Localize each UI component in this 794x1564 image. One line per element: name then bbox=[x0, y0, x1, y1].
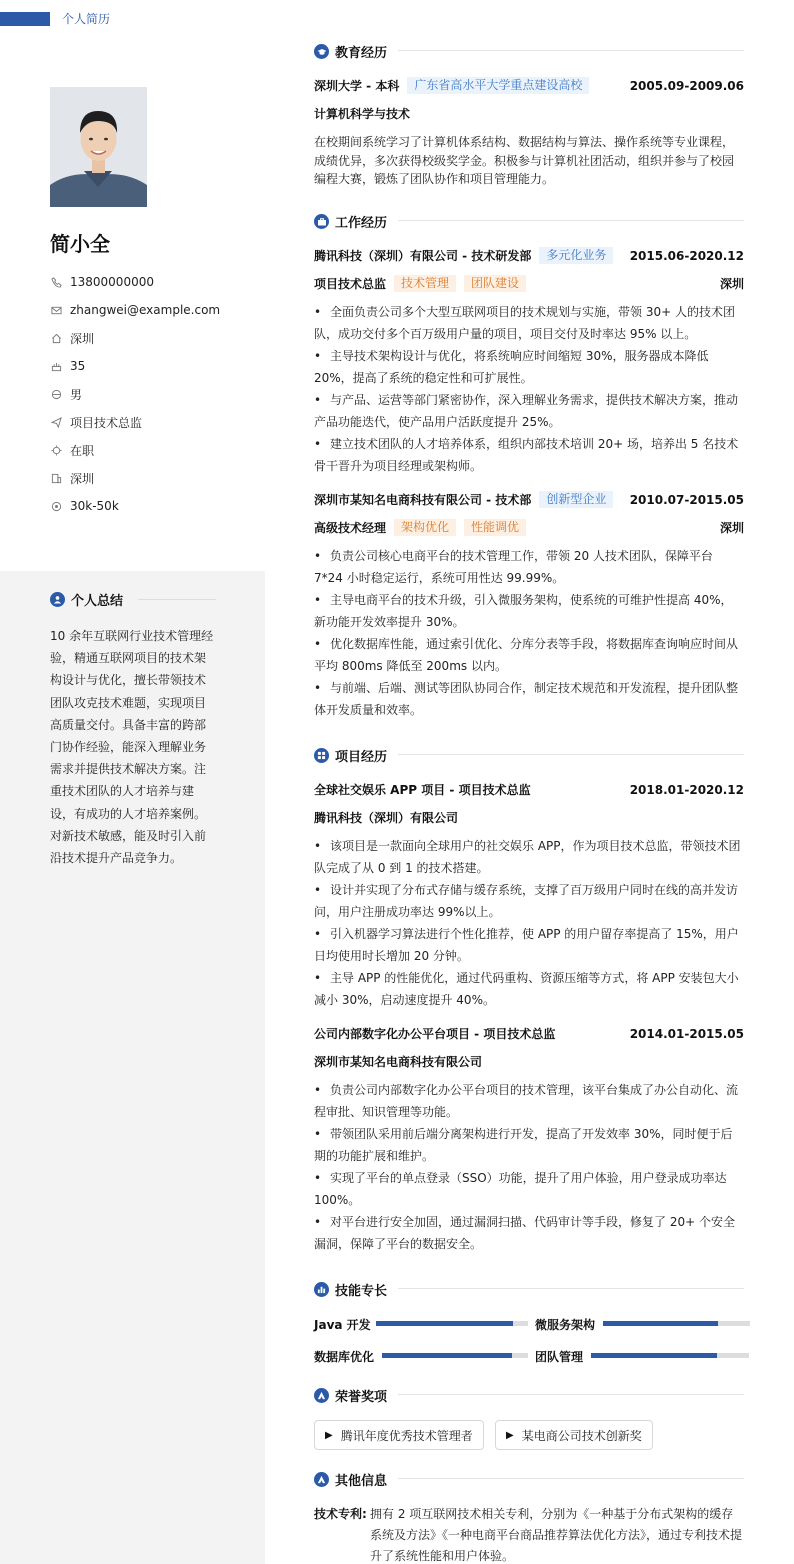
info-icon bbox=[314, 1472, 329, 1487]
job-company-tag: 多元化业务 bbox=[539, 247, 613, 264]
project-name: 全球社交娱乐 APP 项目 - 项目技术总监 bbox=[314, 783, 531, 797]
job-company: 腾讯科技（深圳）有限公司 - 技术研发部 bbox=[314, 249, 532, 263]
job-header bbox=[314, 491, 744, 508]
project-company: 深圳市某知名电商科技有限公司 bbox=[314, 1055, 483, 1069]
page-title: 个人简历 bbox=[62, 12, 111, 26]
job-skill-tag: 团队建设 bbox=[464, 275, 526, 292]
other-title: 其他信息 bbox=[335, 1474, 388, 1489]
education-heading bbox=[314, 42, 387, 61]
info-value: 35 bbox=[70, 359, 86, 373]
list-item: • 主导 APP 的性能优化，通过代码重构、资源压缩等方式，将 APP 安装包大小减小 30%，启动速度提升 40%。 bbox=[314, 971, 739, 1007]
info-value: 深圳 bbox=[70, 471, 95, 486]
education-description: 在校期间系统学习了计算机体系结构、数据结构与算法、操作系统等专业课程，成绩优异，多次获得校级奖学金。积极参与计算机社团活动，组织并参与了校园编程大赛，锻炼了团队协作和项目管理能力。 bbox=[314, 135, 735, 186]
school-tag: 广东省高水平大学重点建设高校 bbox=[407, 77, 589, 94]
work-heading bbox=[314, 212, 387, 231]
work-divider bbox=[398, 220, 744, 221]
bar-chart-icon bbox=[314, 1282, 329, 1297]
info-value: 男 bbox=[70, 387, 83, 402]
project-company-row bbox=[314, 809, 744, 826]
skill-bar bbox=[591, 1353, 749, 1358]
project-bullets bbox=[314, 835, 744, 1011]
play-triangle-icon: ▶ bbox=[325, 1429, 333, 1441]
user-icon bbox=[50, 592, 65, 607]
list-item: • 主导技术架构设计与优化，将系统响应时间缩短 30%，服务器成本降低 20%，提高了系统的稳定性和可扩展性。 bbox=[314, 349, 709, 385]
job-header bbox=[314, 247, 744, 264]
play-triangle-icon: ▶ bbox=[506, 1429, 514, 1441]
skills-heading bbox=[314, 1280, 387, 1299]
award-item bbox=[495, 1420, 653, 1450]
list-item: • 实现了平台的单点登录（SSO）功能，提升了用户体验，用户登录成功率达 100%。 bbox=[314, 1171, 727, 1207]
list-item: • 带领团队采用前后端分离架构进行开发，提高了开发效率 30%，同时便于后期的功能扩展和维护。 bbox=[314, 1127, 733, 1163]
other-info-row bbox=[314, 1504, 744, 1564]
list-item: • 与前端、后端、测试等团队协同合作，制定技术规范和开发流程，提升团队整体开发质量和效率。 bbox=[314, 681, 739, 717]
project-bullets bbox=[314, 1079, 744, 1255]
skills-divider bbox=[398, 1288, 744, 1289]
header-accent-bar bbox=[0, 12, 50, 26]
work-title: 工作经历 bbox=[335, 216, 388, 231]
project-company: 腾讯科技（深圳）有限公司 bbox=[314, 811, 459, 825]
skill-bar-fill bbox=[376, 1321, 513, 1326]
projects-divider bbox=[398, 754, 744, 755]
other-heading bbox=[314, 1470, 387, 1489]
project-company-row bbox=[314, 1053, 744, 1070]
info-location bbox=[50, 324, 220, 352]
education-title: 教育经历 bbox=[335, 46, 388, 61]
job-skill-tag: 技术管理 bbox=[394, 275, 456, 292]
summary-title: 个人总结 bbox=[71, 594, 124, 609]
skill-bar bbox=[603, 1321, 750, 1326]
list-item: • 该项目是一款面向全球用户的社交娱乐 APP，作为项目技术总监，带领技术团队完成了从 0 到 1 的技术搭建。 bbox=[314, 839, 741, 875]
skill-bar-fill bbox=[382, 1353, 512, 1358]
phone-icon bbox=[50, 276, 62, 288]
list-item: • 对平台进行安全加固，通过漏洞扫描、代码审计等手段，修复了 20+ 个安全漏洞，保障了平台的数据安全。 bbox=[314, 1215, 735, 1251]
award-icon bbox=[314, 1388, 329, 1403]
info-value: zhangwei@example.com bbox=[70, 303, 221, 317]
list-item: • 负责公司内部数字化办公平台项目的技术管理，该平台集成了办公自动化、流程审批、知识管理等功能。 bbox=[314, 1083, 739, 1119]
info-age bbox=[50, 352, 220, 380]
awards-heading bbox=[314, 1386, 387, 1405]
skills-title: 技能专长 bbox=[335, 1284, 388, 1299]
project-header bbox=[314, 781, 744, 798]
skill-bar bbox=[382, 1353, 528, 1358]
list-item: • 引入机器学习算法进行个性化推荐，使 APP 的用户留存率提高了 15%，用户日均使用时长增加 20 分钟。 bbox=[314, 927, 739, 963]
gender-icon bbox=[50, 388, 62, 400]
award-label: 某电商公司技术创新奖 bbox=[521, 1428, 642, 1443]
awards-title: 荣誉奖项 bbox=[335, 1390, 388, 1405]
status-icon bbox=[50, 444, 62, 456]
job-city: 深圳 bbox=[719, 277, 744, 291]
skill-bar-fill bbox=[591, 1353, 717, 1358]
project-date: 2018.01-2020.12 bbox=[629, 782, 744, 797]
job-skill-tag: 架构优化 bbox=[394, 519, 456, 536]
list-item: • 设计并实现了分布式存储与缓存系统，支撑了百万级用户同时在线的高并发访问，用户注册成功率达 99%以上。 bbox=[314, 883, 739, 919]
other-key: 技术专利: bbox=[314, 1507, 367, 1521]
job-skill-tag: 性能调优 bbox=[464, 519, 526, 536]
info-status bbox=[50, 436, 220, 464]
summary-heading bbox=[50, 590, 123, 609]
candidate-name: 简小全 bbox=[50, 232, 110, 256]
skill-name: Java 开发 bbox=[314, 1318, 371, 1332]
summary-divider bbox=[138, 599, 216, 600]
projects-heading bbox=[314, 746, 387, 765]
awards-divider bbox=[398, 1394, 744, 1395]
info-value: 深圳 bbox=[70, 331, 95, 346]
job-city: 深圳 bbox=[719, 521, 744, 535]
skill-bar-fill bbox=[603, 1321, 718, 1326]
job-date: 2015.06-2020.12 bbox=[629, 248, 744, 263]
salary-icon bbox=[50, 500, 62, 512]
award-item bbox=[314, 1420, 484, 1450]
job-role-row bbox=[314, 275, 744, 292]
briefcase-icon bbox=[314, 214, 329, 229]
education-divider bbox=[398, 50, 744, 51]
education-date: 2005.09-2009.06 bbox=[629, 78, 744, 93]
project-date: 2014.01-2015.05 bbox=[629, 1026, 744, 1041]
profile-photo bbox=[50, 87, 147, 207]
graduation-cap-icon bbox=[314, 44, 329, 59]
list-item: • 建立技术团队的人才培养体系，组织内部技术培训 20+ 场，培养出 5 名技术骨干晋升为项目经理或架构师。 bbox=[314, 437, 739, 473]
email-icon bbox=[50, 304, 62, 316]
skill-name: 团队管理 bbox=[535, 1350, 584, 1364]
send-icon bbox=[50, 416, 62, 428]
list-item: • 全面负责公司多个大型互联网项目的技术规划与实施，带领 30+ 人的技术团队，成功交付多个百万级用户量的项目，项目交付及时率达 95% 以上。 bbox=[314, 305, 735, 341]
info-gender bbox=[50, 380, 220, 408]
info-position bbox=[50, 408, 220, 436]
info-salary bbox=[50, 492, 220, 520]
major-row bbox=[314, 105, 744, 122]
other-value: 拥有 2 项互联网技术相关专利，分别为《一种基于分布式架构的缓存系统及方法》《一种电商平台商品推荐算法优化方法》，通过专利技术提升了系统性能和用户体验。 bbox=[370, 1507, 743, 1563]
projects-title: 项目经历 bbox=[335, 750, 388, 765]
job-company-tag: 创新型企业 bbox=[539, 491, 613, 508]
list-item: • 主导电商平台的技术升级，引入微服务架构，使系统的可维护性提高 40%，新功能开发效率提升 30%。 bbox=[314, 593, 733, 629]
job-company: 深圳市某知名电商科技有限公司 - 技术部 bbox=[314, 493, 532, 507]
skill-name: 微服务架构 bbox=[535, 1318, 596, 1332]
project-header bbox=[314, 1025, 744, 1042]
summary-text: 10 余年互联网行业技术管理经验，精通互联网项目的技术架构设计与优化，擅长带领技术团队攻克技术难题，实现项目高质量交付。具备丰富的跨部门协作经验，能深入理解业务需求并提供技术解决方案。注重技术团队的人才培养与建设，有成功的人才培养案例。对新技术敏感，能及时引入前沿技术提升产品竞争力。 bbox=[50, 629, 214, 866]
education-row bbox=[314, 77, 744, 94]
info-value: 项目技术总监 bbox=[70, 415, 143, 430]
home-icon bbox=[50, 332, 62, 344]
info-value: 30k-50k bbox=[70, 499, 119, 513]
info-value: 13800000000 bbox=[70, 275, 154, 289]
list-item: • 与产品、运营等部门紧密协作，深入理解业务需求，提供技术解决方案，推动产品功能迭代，使产品用户活跃度提升 25%。 bbox=[314, 393, 739, 429]
list-item: • 负责公司核心电商平台的技术管理工作，带领 20 人技术团队，保障平台 7*24 小时稳定运行，系统可用性达 99.99%。 bbox=[314, 549, 713, 585]
grid-icon bbox=[314, 748, 329, 763]
other-divider bbox=[398, 1478, 744, 1479]
info-email bbox=[50, 296, 220, 324]
info-value: 在职 bbox=[70, 443, 95, 458]
project-name: 公司内部数字化办公平台项目 - 项目技术总监 bbox=[314, 1027, 556, 1041]
job-role-row bbox=[314, 519, 744, 536]
job-date: 2010.07-2015.05 bbox=[629, 492, 744, 507]
info-city bbox=[50, 464, 220, 492]
list-item: • 优化数据库性能，通过索引优化、分库分表等手段，将数据库查询响应时间从平均 800ms 降低至 200ms 以内。 bbox=[314, 637, 739, 673]
job-role: 高级技术经理 bbox=[314, 521, 387, 535]
award-label: 腾讯年度优秀技术管理者 bbox=[340, 1428, 473, 1443]
info-phone bbox=[50, 268, 220, 296]
skill-bar bbox=[376, 1321, 528, 1326]
major-name: 计算机科学与技术 bbox=[314, 107, 411, 121]
skill-name: 数据库优化 bbox=[314, 1350, 375, 1364]
cake-icon bbox=[50, 360, 62, 372]
contact-info-list bbox=[50, 268, 220, 520]
job-bullets bbox=[314, 545, 744, 721]
job-role: 项目技术总监 bbox=[314, 277, 387, 291]
building-icon bbox=[50, 472, 62, 484]
school-name: 深圳大学 - 本科 bbox=[314, 79, 400, 93]
job-bullets bbox=[314, 301, 744, 477]
